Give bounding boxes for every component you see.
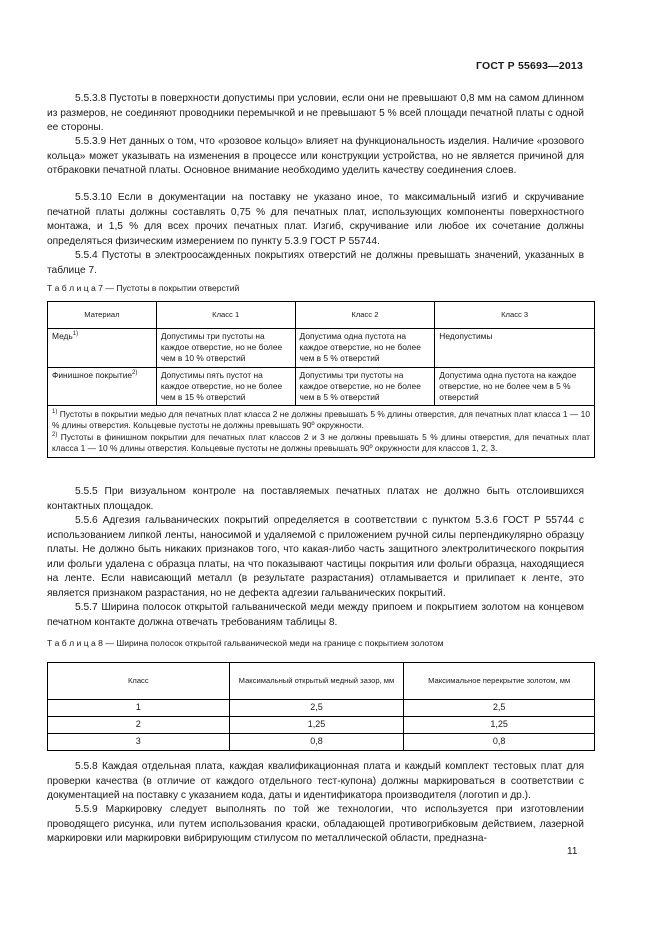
paragraph-5-5-7: 5.5.7 Ширина полосок открытой гальванической меди между припоем и покрытием золотом на концевом печатном контакте должна отвечать требованиям таблицы 8. xyxy=(47,602,584,628)
table7-note-1 xyxy=(52,409,590,431)
table8-gap-cell: 1,25 xyxy=(229,717,404,734)
material-name: Финишное покрытие xyxy=(52,369,133,380)
table8-header-gap: Максимальный открытый медный зазор, мм xyxy=(229,663,404,700)
document-standard-header: ГОСТ Р 55693—2013 xyxy=(475,60,583,72)
footnote-mark: 2) xyxy=(132,369,138,376)
table8-gap-cell: 0,8 xyxy=(229,734,404,751)
table7-class3-cell: Допустима одна пустота на каждое отверстие, но не более чем в 5 % отверстий xyxy=(435,367,595,406)
table8-gap-cell: 2,5 xyxy=(229,700,404,717)
table-row xyxy=(48,734,595,751)
table-8-copper-strips xyxy=(47,662,595,751)
footnote-mark: 2) xyxy=(52,431,58,438)
table7-class3-cell: Недопустимы xyxy=(435,329,595,368)
table-row xyxy=(48,700,595,717)
paragraph-5-5-9: 5.5.9 Маркировку следует выполнять по той же технологии, что используется при изготовлении проводящего рисунка, или путем использования краски, обладающей противогрибковым действием, лазерной маркировки или маркировки вибрирующим стилусом по металлической области, предназна- xyxy=(47,804,584,845)
paragraph-5-5-3-10: 5.5.3.10 Если в документации на поставку не указано иное, то максимальный изгиб и скручивание печатной платы должны составлять 0,75 % для печатных плат, использующих компоненты поверхностного монтажа, и 1,5 % для всех прочих печатных плат. Изгиб, скручивание или любое их сочетание должны определяться физическим измерением по пункту 5.3.9 ГОСТ Р 55744. xyxy=(47,192,584,247)
table7-note-2 xyxy=(52,432,590,454)
paragraph-5-5-4: 5.5.4 Пустоты в электроосажденных покрытиях отверстий не должны превышать значений, указанных в таблице 7. xyxy=(47,250,584,276)
table7-class2-cell: Допустима одна пустота на каждое отверстие, но не более чем в 5 % отверстий xyxy=(295,329,435,368)
table7-notes xyxy=(48,406,595,458)
table8-caption: Т а б л и ц а 8 — Ширина полосок открытой гальванической меди на границе с покрытием золотом xyxy=(47,638,444,648)
table7-header-class3: Класс 3 xyxy=(435,302,595,329)
note-text: Пустоты в финишном покрытии для печатных плат классов 2 и 3 не должны превышать 5 % длины отверстия, для печатных плат класса 1 — 10 % длины отверстия. Кольцевые пустоты не должны превышать 90º окружности для классов 1, 2, 3. xyxy=(52,431,590,453)
table7-material-cell xyxy=(48,367,157,406)
page-number: 11 xyxy=(567,846,578,857)
table8-class-cell: 2 xyxy=(48,717,230,734)
table8-header-class: Класс xyxy=(48,663,230,700)
material-name: Медь xyxy=(52,331,73,341)
table7-header-material: Материал xyxy=(48,302,157,329)
table7-header-row xyxy=(48,302,595,329)
table8-overlap-cell: 2,5 xyxy=(404,700,595,717)
paragraph-5-5-3-8: 5.5.3.8 Пустоты в поверхности допустимы при условии, если они не превышают 0,8 мм на самом длинном из размеров, не соединяют проводники перемычкой и не превышают 5 % всей площади печатной платы с одной ее стороны. xyxy=(47,93,584,134)
paragraph-5-5-5: 5.5.5 При визуальном контроле на поставляемых печатных платах не должно быть отслоившихся контактных площадок. xyxy=(47,486,584,512)
table8-overlap-cell: 1,25 xyxy=(404,717,595,734)
table7-notes-row xyxy=(48,406,595,458)
table8-overlap-cell: 0,8 xyxy=(404,734,595,751)
table8-class-cell: 1 xyxy=(48,700,230,717)
table-7-voids xyxy=(47,301,595,458)
paragraph-5-5-3-9: 5.5.3.9 Нет данных о том, что «розовое кольцо» влияет на функциональность изделия. Наличие «розового кольца» может указывать на изменения в процессе или конструкции устройства, но не является причиной для отбраковки печатной платы. Основное внимание необходимо уделить качеству соединения слоев. xyxy=(47,136,584,177)
table7-header-class1: Класс 1 xyxy=(156,302,295,329)
table-row xyxy=(48,717,595,734)
table7-class1-cell: Допустимы три пустоты на каждое отверстие, но не более чем в 10 % отверстий xyxy=(156,329,295,368)
note-text: Пустоты в покрытии медью для печатных плат класса 2 не должны превышать 5 % длины отверстия, для печатных плат класса 1 — 10 % длины отверстия. Кольцевые пустоты не должны превышать 90º окружности. xyxy=(52,409,590,431)
paragraph-5-5-8: 5.5.8 Каждая отдельная плата, каждая квалификационная плата и каждый комплект тестовых плат для проверки качества (в отличие от каждого отдельного тест-купона) должны маркироваться в соответствии с документацией на поставку с указанием кода, даты и идентификатора производителя (логотип и др.). xyxy=(47,761,584,802)
table7-material-cell xyxy=(48,329,157,368)
paragraph-5-5-6: 5.5.6 Адгезия гальванических покрытий определяется в соответствии с пунктом 5.3.6 ГОСТ Р 55744 с использованием липкой ленты, наносимой и удаляемой с приложением ручной силы перпендикулярно образцу платы. Не должно быть никаких признаков того, что какая-либо часть защитного электролитического покрытия или фольги удалена с образца платы, на что показывают частицы покрытия или фольги образца, находящиеся на ленте. Если нависающий металл (в результате разрастания) отламывается и прилипает к ленте, это является признаком разрастания, но не дефекта адгезии гальванических покрытий. xyxy=(47,515,584,599)
table7-header-class2: Класс 2 xyxy=(295,302,435,329)
table7-class2-cell: Допустимы три пустоты на каждое отверстие, но не более чем в 5 % отверстий xyxy=(295,367,435,406)
table8-header-overlap: Максимальное перекрытие золотом, мм xyxy=(404,663,595,700)
footnote-mark: 1) xyxy=(52,409,58,416)
table-row xyxy=(48,329,595,368)
table7-caption: Т а б л и ц а 7 — Пустоты в покрытии отверстий xyxy=(47,283,240,293)
table-row xyxy=(48,367,595,406)
table8-header-row xyxy=(48,663,595,700)
table7-class1-cell: Допустимы пять пустот на каждое отверстие, но не более чем в 15 % отверстий xyxy=(156,367,295,406)
table8-class-cell: 3 xyxy=(48,734,230,751)
footnote-mark: 1) xyxy=(72,331,79,338)
